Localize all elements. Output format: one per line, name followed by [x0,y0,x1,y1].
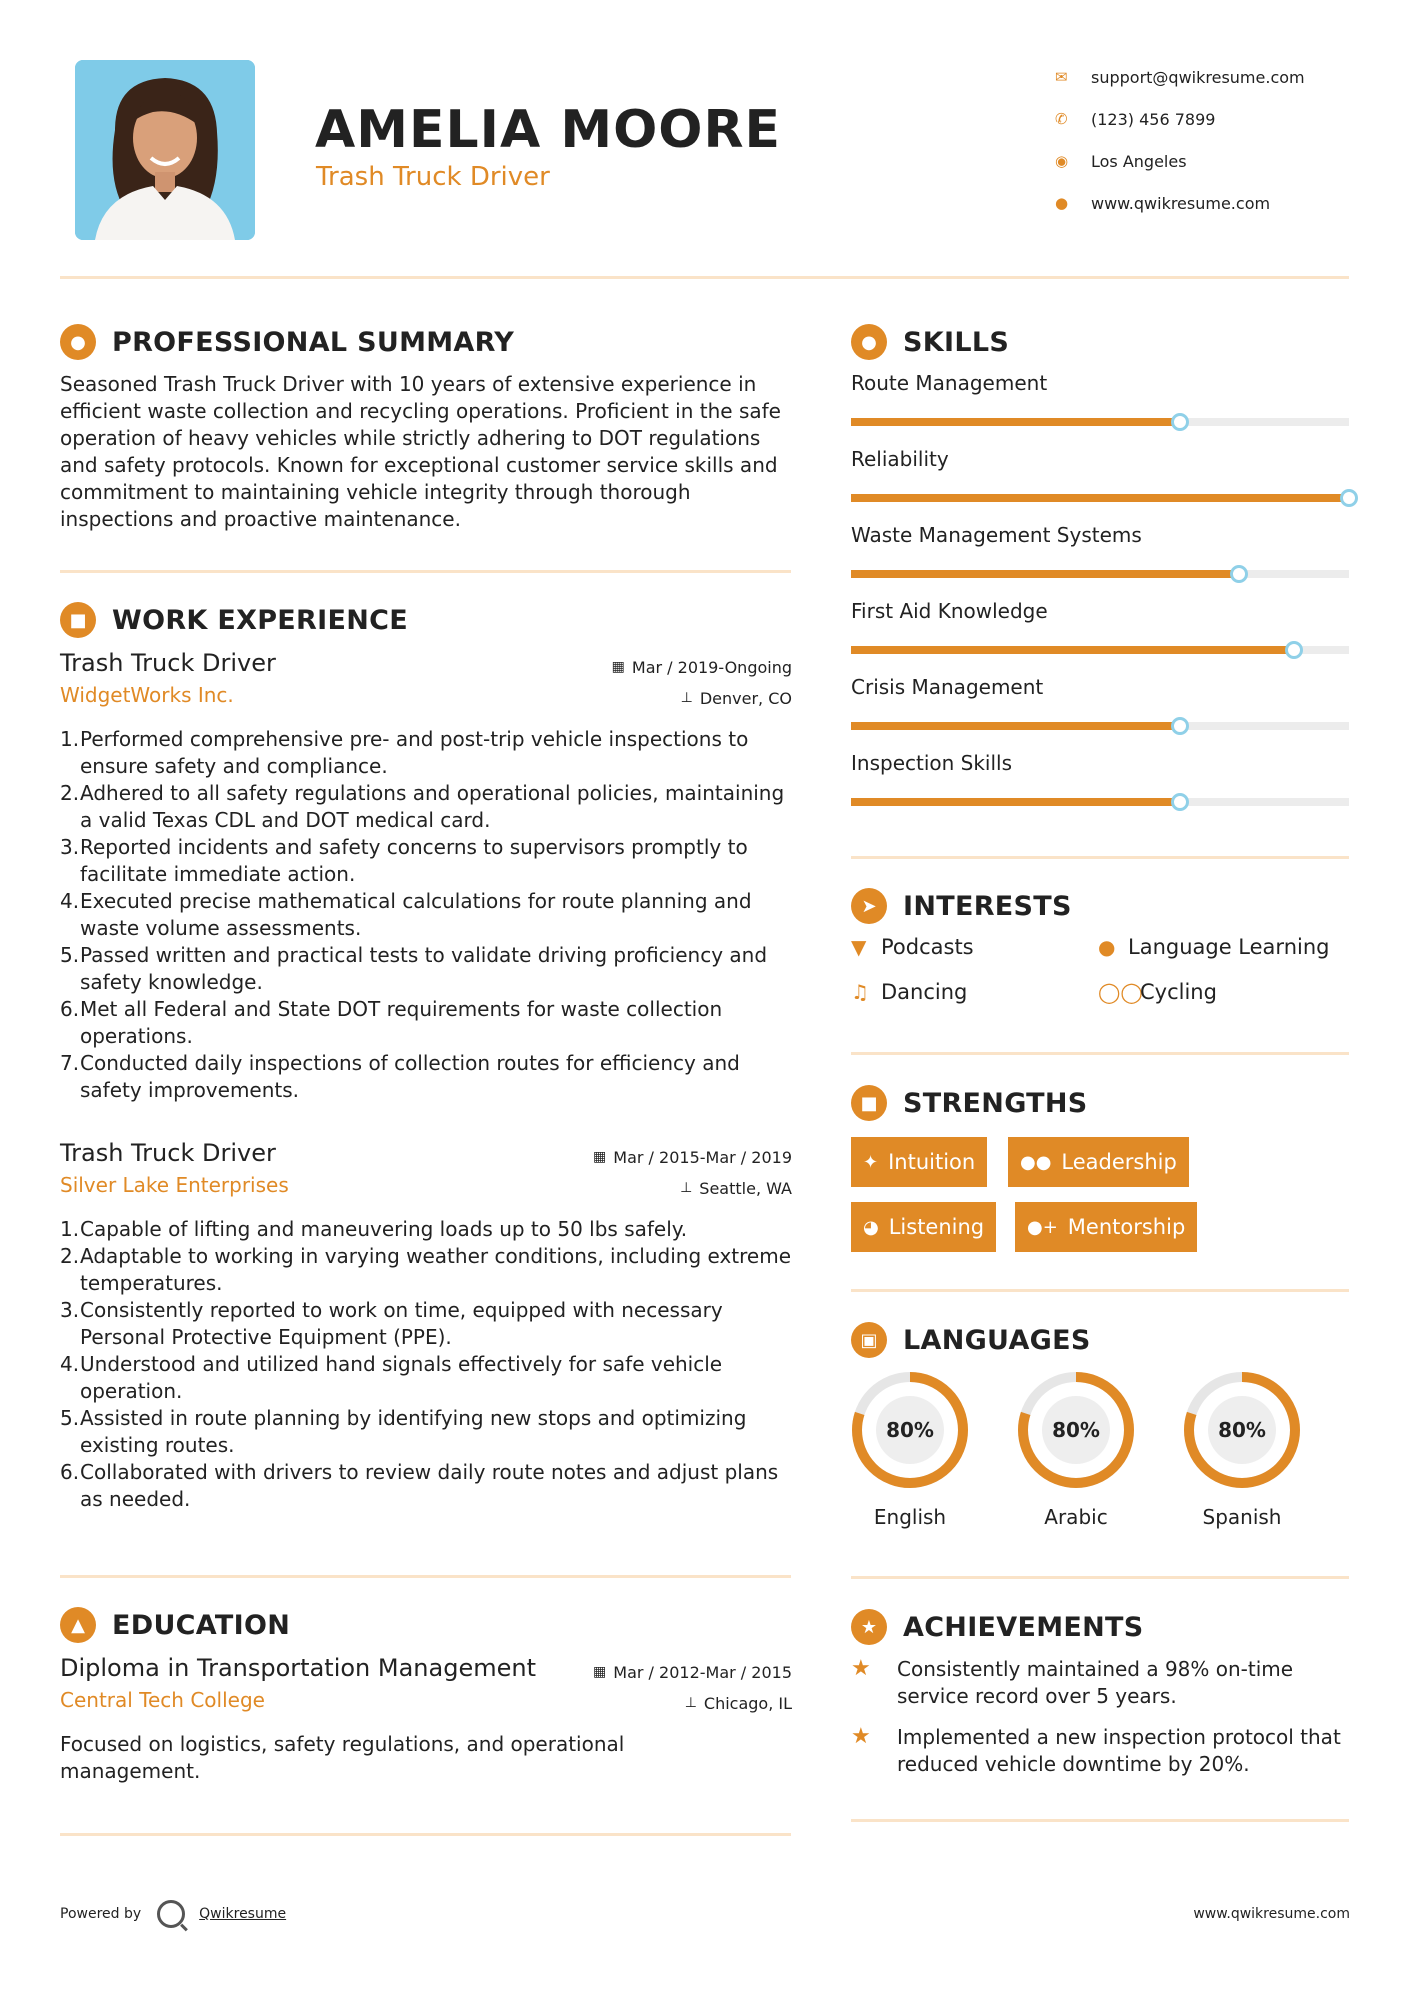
skill-knob [1171,717,1189,735]
headphones-icon: ◕ [863,1216,879,1238]
achievements-section-header [851,1609,1144,1645]
calendar-icon: ▦ [611,659,625,675]
envelope-icon: ✉ [1055,68,1068,86]
globe-icon: ● [1098,935,1116,959]
list-item: 5. Passed written and practical tests to validate driving proficiency and safety knowledge. [60,942,768,994]
lightbulb-icon: ● [851,324,887,360]
skill-knob [1230,565,1248,583]
strength-tag: ●+ Mentorship [1015,1202,1197,1252]
interests-divider [851,1052,1349,1055]
candidate-name: AMELIA MOORE [315,100,782,160]
interests-section-header [851,888,1072,924]
language-progress-ring [1181,1369,1303,1491]
skill-bar [851,646,1349,654]
job-location: ⊥ Denver, CO [680,688,792,708]
profile-photo [75,60,255,240]
qwikresume-logo-icon [157,1900,185,1928]
paper-plane-icon: ➤ [851,888,887,924]
language-name: Arabic [1044,1505,1108,1529]
skills-heading: SKILLS [903,326,1010,358]
list-item: 6. Met all Federal and State DOT requirements for waste collection operations. [60,996,723,1048]
school-name: Central Tech College [60,1688,265,1712]
education-divider [60,1833,791,1836]
summary-divider [60,570,791,573]
strengths-heading: STRENGTHS [903,1087,1088,1119]
skill-item: Inspection Skills [851,751,1349,806]
achievements-heading: ACHIEVEMENTS [903,1611,1144,1643]
user-plus-icon: ●+ [1027,1216,1058,1238]
strengths-section-header [851,1085,1088,1121]
star-badge-icon: ★ [851,1609,887,1645]
list-item: 2. Adaptable to working in varying weather conditions, including extreme temperatures. [60,1243,792,1295]
candidate-title: Trash Truck Driver [316,162,550,192]
summary-section-header [60,324,514,360]
pin-icon: ⊥ [684,1695,697,1711]
work-section-header [60,602,408,638]
interest-item: ♫ Dancing [851,980,968,1004]
skill-bar [851,494,1349,502]
education-heading: EDUCATION [112,1609,291,1641]
skill-item: First Aid Knowledge [851,599,1349,654]
list-item: 5. Assisted in route planning by identifying new stops and optimizing existing routes. [60,1405,747,1457]
list-item: 3. Consistently reported to work on time, equipped with necessary Personal Protective Equipment (PPE). [60,1297,723,1349]
job-company: Silver Lake Enterprises [60,1173,289,1197]
strength-tag: ✦ Intuition [851,1137,987,1187]
job-role: Trash Truck Driver [60,649,276,677]
skills-section-header [851,324,1009,360]
job-duties-list [60,1216,792,1513]
strength-tag: ◕ Listening [851,1202,996,1252]
skill-knob [1171,413,1189,431]
strengths-divider [851,1289,1349,1292]
contact-phone[interactable]: ✆ (123) 456 7899 [1055,109,1216,129]
education-description: Focused on logistics, safety regulations, and operational management. [60,1731,625,1783]
list-item: 6. Collaborated with drivers to review daily route notes and adjust plans as needed. [60,1459,779,1511]
star-icon: ★ [851,1724,871,1749]
contact-info [1055,56,1305,224]
pin-icon: ⊥ [680,690,693,706]
list-item: 4. Executed precise mathematical calculations for route planning and waste volume assessments. [60,888,752,940]
bicycle-icon: ◯◯ [1098,980,1143,1004]
map-marker-icon: ◉ [1055,152,1069,170]
list-item: 2. Adhered to all safety regulations and operational policies, maintaining a valid Texas CDL and DOT medical card. [60,780,785,832]
job-date: ▦ Mar / 2019-Ongoing [611,657,792,677]
skill-bar [851,570,1349,578]
calendar-icon: ▦ [593,1149,607,1165]
language-item [1181,1369,1303,1529]
job-company: WidgetWorks Inc. [60,683,234,707]
summary-text: Seasoned Trash Truck Driver with 10 years of extensive experience in efficient waste collection and recycling operations. Proficient in the safe operation of heavy vehicles while strictly adhering to DOT regulations and safety protocols. Known for exceptional customer service skills and commitment to maintaining vehicle integrity through thorough inspections and proactive maintenance. [60,372,781,531]
user-icon: ● [60,324,96,360]
work-divider [60,1575,791,1578]
contact-email[interactable]: ✉ support@qwikresume.com [1055,67,1305,87]
microphone-icon: ▼ [851,935,867,959]
list-item: 3. Reported incidents and safety concerns to supervisors promptly to facilitate immediate action. [60,834,748,886]
language-card-icon: ▣ [851,1322,887,1358]
list-item: 4. Understood and utilized hand signals effectively for safe vehicle operation. [60,1351,723,1403]
language-item [1015,1369,1137,1529]
footer-powered-by: Powered by Qwikresume [60,1900,286,1928]
skills-divider [851,856,1349,859]
header-divider [60,276,1349,279]
job-role: Trash Truck Driver [60,1139,276,1167]
achievement-item: ★ Implemented a new inspection protocol that reduced vehicle downtime by 20%. [851,1724,1341,1776]
education-date: ▦ Mar / 2012-Mar / 2015 [593,1662,792,1682]
interest-item: ◯◯ Cycling [1098,980,1217,1004]
qwikresume-link[interactable]: Qwikresume [199,1906,287,1922]
skill-item: Reliability [851,447,1349,502]
language-percent: 80% [1218,1418,1266,1442]
languages-divider [851,1576,1349,1579]
globe-icon: ● [1055,194,1069,212]
education-section-header [60,1607,290,1643]
language-name: English [873,1505,947,1529]
job-duties-list [60,726,792,1104]
users-icon: ●● [1020,1151,1052,1173]
languages-section-header [851,1322,1091,1358]
language-name: Spanish [1202,1505,1282,1529]
skill-item: Route Management [851,371,1349,426]
calendar-icon: ▦ [593,1664,607,1680]
skill-item: Waste Management Systems [851,523,1349,578]
list-item: 1. Performed comprehensive pre- and post-trip vehicle inspections to ensure safety and compliance. [60,726,749,778]
languages-heading: LANGUAGES [903,1324,1091,1356]
skill-knob [1340,489,1358,507]
phone-icon: ✆ [1055,110,1068,128]
skill-item: Crisis Management [851,675,1349,730]
skill-bar [851,722,1349,730]
job-entry [60,649,792,1104]
list-item: 1. Capable of lifting and maneuvering loads up to 50 lbs safely. [60,1216,688,1241]
interest-item: ▼ Podcasts [851,935,974,959]
job-location: ⊥ Seattle, WA [680,1178,792,1198]
language-progress-ring [849,1369,971,1491]
star-icon: ★ [851,1656,871,1681]
work-heading: WORK EXPERIENCE [112,604,408,636]
education-entry [60,1654,792,1785]
contact-website[interactable]: ● www.qwikresume.com [1055,193,1271,213]
skill-bar [851,418,1349,426]
skill-bar [851,798,1349,806]
footer-website[interactable]: www.qwikresume.com [1193,1906,1350,1922]
music-note-icon: ♫ [851,980,869,1004]
language-percent: 80% [1052,1418,1100,1442]
skill-knob [1285,641,1303,659]
fist-icon: ■ [851,1085,887,1121]
pin-icon: ⊥ [680,1180,693,1196]
job-entry [60,1139,792,1513]
contact-location: ◉ Los Angeles [1055,151,1187,171]
interest-item: ● Language Learning [1098,935,1330,959]
graduation-cap-icon: ▲ [60,1607,96,1643]
language-percent: 80% [886,1418,934,1442]
skill-knob [1171,793,1189,811]
interests-heading: INTERESTS [903,890,1072,922]
achievements-divider [851,1819,1349,1822]
magic-wand-icon: ✦ [863,1151,879,1173]
summary-heading: PROFESSIONAL SUMMARY [112,326,515,358]
strength-tag: ●● Leadership [1008,1137,1189,1187]
language-progress-ring [1015,1369,1137,1491]
degree-title: Diploma in Transportation Management [60,1654,536,1682]
achievement-item: ★ Consistently maintained a 98% on-time service record over 5 years. [851,1656,1294,1708]
job-date: ▦ Mar / 2015-Mar / 2019 [593,1147,792,1167]
education-location: ⊥ Chicago, IL [684,1693,792,1713]
list-item: 7. Conducted daily inspections of collection routes for efficiency and safety improvements. [60,1050,740,1102]
briefcase-icon: ■ [60,602,96,638]
language-item [849,1369,971,1529]
